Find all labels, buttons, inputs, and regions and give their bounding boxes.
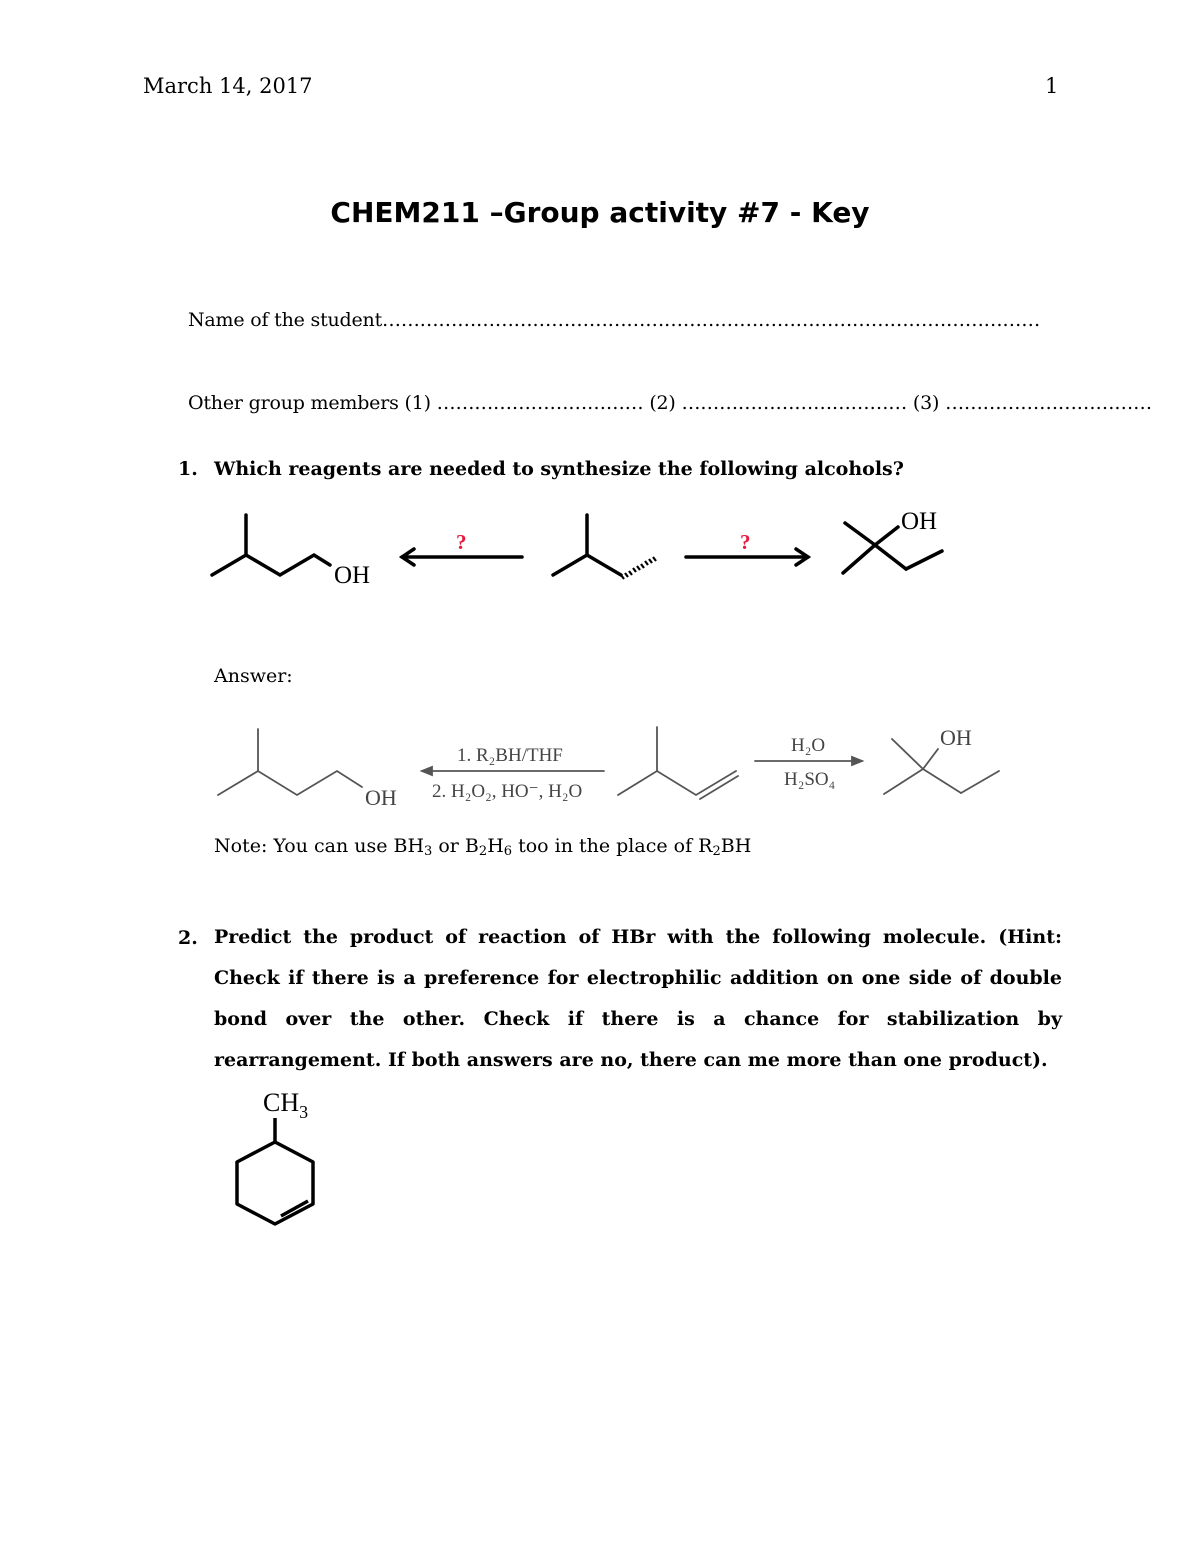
note-text-5: BH (720, 835, 752, 857)
note-text-1: Note: You can use BH (214, 835, 425, 857)
note-sub-1: 3 (424, 844, 433, 859)
page-title: CHEM211 –Group activity #7 - Key (330, 196, 870, 229)
methyl-label: $CH_3$ (263, 1088, 309, 1122)
question-2-text: Predict the product of reaction of HBr with the following molecule. (Hint: Check if there is a preference for electrophilic addition on one side of double bond over the other. Check if there is a chance for stabilization by rearrangement. If both answers are no, there can me more than one product). (214, 926, 1062, 1071)
member-1-blank: (1) …………………………… (404, 392, 644, 414)
answer-step-2: 2. H₂O₂, HO⁻, H₂O (432, 781, 583, 802)
question-1-number: 1. (178, 458, 198, 480)
answer-tertiary-oh-label: OH (940, 725, 972, 750)
answer-reagent-water: H₂O (791, 735, 826, 756)
tertiary-alcohol-bond-1 (845, 523, 875, 545)
answer-alkene-skeleton (618, 771, 736, 795)
note-text-2: or B (432, 835, 479, 857)
right-question-mark: ? (740, 530, 751, 554)
answer-reagent-acid: H₂SO₄ (784, 769, 836, 790)
tertiary-alcohol-bond-2 (843, 545, 875, 573)
answer-tertiary-bond-4 (961, 771, 999, 793)
page-date: March 14, 2017 (143, 74, 313, 98)
note-sub-4: 2 (712, 844, 721, 859)
answer-isopentanol-oh-label: OH (365, 785, 397, 810)
note-sub-3: 6 (503, 844, 513, 859)
tertiary-alcohol-oh-label: OH (901, 508, 938, 535)
student-name-field (188, 309, 1040, 331)
left-question-mark: ? (456, 530, 467, 554)
answer-tertiary-oh-bond (923, 749, 938, 769)
group-members-label: Other group members (188, 392, 399, 414)
isopentanol-skeleton (212, 555, 330, 575)
answer-right-arrow-head (852, 757, 862, 765)
answer-alkene-second-bond (700, 776, 738, 799)
question-1-text: Which reagents are needed to synthesize the following alcohols? (214, 458, 904, 480)
answer-step-1: 1. R₂BH/THF (457, 745, 563, 766)
page-number: 1 (1045, 74, 1059, 98)
student-name-label: Name of the student (188, 309, 383, 331)
answer-scheme (0, 715, 1200, 815)
note-text-4: too in the place of R (512, 835, 713, 857)
answer-tertiary-bond-3 (923, 769, 961, 793)
answer-isopentanol-skeleton (218, 771, 362, 795)
tertiary-alcohol-oh-bond (875, 527, 898, 545)
member-3-blank: (3) …………………………… (912, 392, 1152, 414)
wedge-double-bond (621, 557, 656, 579)
answer-tertiary-bond-2 (884, 769, 923, 794)
answer-left-arrow-head (422, 767, 432, 775)
alkene-skeleton (553, 555, 621, 575)
group-members-field (188, 392, 1152, 414)
note-text-3: H (487, 835, 504, 857)
isopentanol-oh-label: OH (334, 562, 371, 589)
cyclohexene-ring (237, 1142, 313, 1224)
student-name-blank: …………………………………………………………………………………………… (382, 309, 1041, 331)
answer-tertiary-bond-1 (892, 739, 923, 769)
answer-note (214, 835, 751, 857)
question-1-scheme (0, 495, 1200, 605)
methylcyclohexene-structure (200, 1085, 360, 1235)
note-sub-2: 2 (478, 844, 488, 859)
tertiary-alcohol-bond-3 (875, 545, 906, 569)
tertiary-alcohol-bond-4 (906, 551, 942, 569)
member-2-blank: (2) ……………………………… (649, 392, 908, 414)
answer-label: Answer: (214, 665, 293, 687)
question-2-number: 2. (178, 927, 198, 949)
